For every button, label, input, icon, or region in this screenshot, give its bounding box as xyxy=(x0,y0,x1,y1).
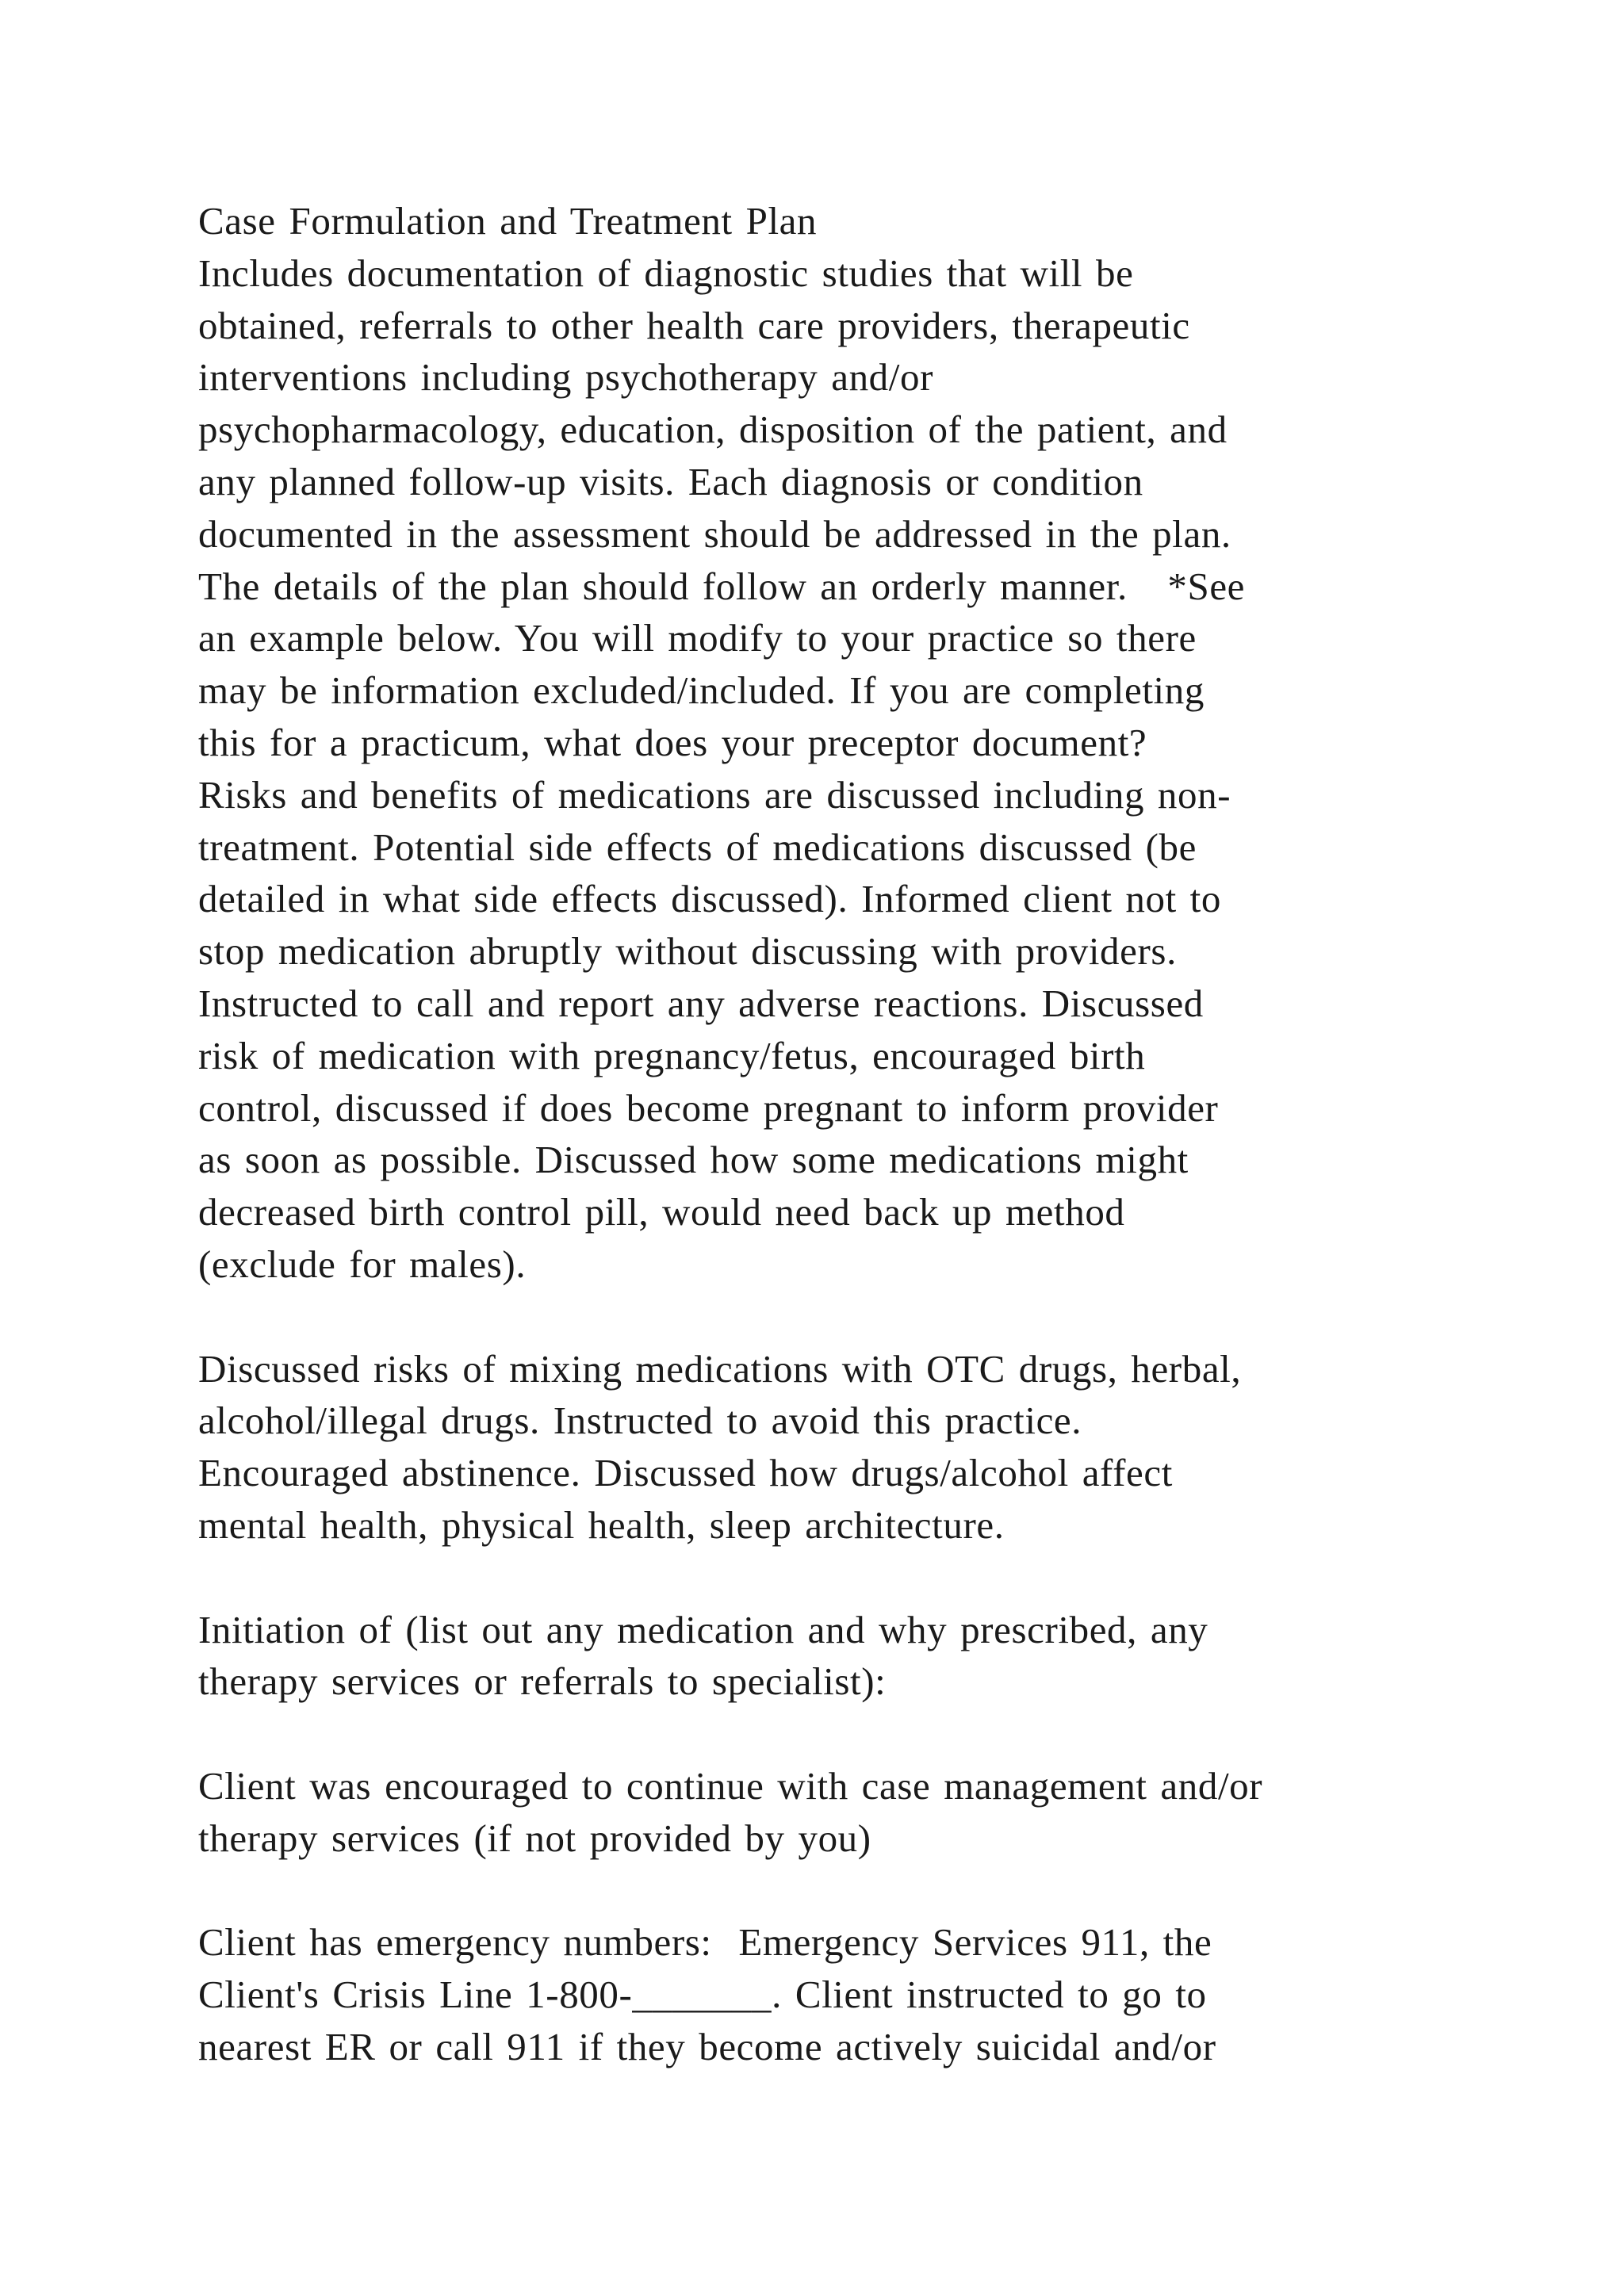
paragraph5-line: nearest ER or call 911 if they become actively suicidal and/or xyxy=(198,2024,1216,2068)
paragraph1-line: interventions including psychotherapy and/or xyxy=(198,355,934,400)
paragraph-gap xyxy=(198,1865,1499,1917)
paragraph1-line: stop medication abruptly without discussing with providers. xyxy=(198,929,1177,974)
paragraph1-line: Includes documentation of diagnostic studies that will be xyxy=(198,251,1134,295)
paragraph5-line: Client has emergency numbers: Emergency Services 911, the xyxy=(198,1920,1212,1965)
document-body xyxy=(198,195,1499,2073)
paragraph2-line: mental health, physical health, sleep architecture. xyxy=(198,1502,1005,1547)
paragraph4-line: Client was encouraged to continue with case management and/or xyxy=(198,1763,1263,1808)
document-title: Case Formulation and Treatment Plan xyxy=(198,199,818,243)
paragraph1-line: obtained, referrals to other health care providers, therapeutic xyxy=(198,303,1190,347)
paragraph1-line: (exclude for males). xyxy=(198,1242,527,1286)
paragraph-gap xyxy=(198,1291,1499,1343)
paragraph1-line: treatment. Potential side effects of medications discussed (be xyxy=(198,825,1197,869)
paragraph4-line: therapy services (if not provided by you) xyxy=(198,1816,871,1860)
paragraph3-line: Initiation of (list out any medication and why prescribed, any xyxy=(198,1607,1208,1651)
paragraph-gap xyxy=(198,1708,1499,1760)
paragraph1-line: The details of the plan should follow an orderly manner. *See xyxy=(198,564,1246,608)
paragraph1-line: control, discussed if does become pregnant to inform provider xyxy=(198,1085,1219,1130)
paragraph1-line: this for a practicum, what does your preceptor document? xyxy=(198,720,1147,764)
paragraph1-line: as soon as possible. Discussed how some medications might xyxy=(198,1138,1189,1182)
paragraph1-line: psychopharmacology, education, disposition of the patient, and xyxy=(198,408,1228,452)
paragraph1-line: decreased birth control pill, would need back up method xyxy=(198,1190,1125,1234)
paragraph5-line: Client's Crisis Line 1-800-_______. Client instructed to go to xyxy=(198,1973,1207,2017)
paragraph3-line: therapy services or referrals to specialist): xyxy=(198,1659,887,1704)
paragraph2-line: alcohol/illegal drugs. Instructed to avoid this practice. xyxy=(198,1399,1082,1443)
paragraph2-line: Encouraged abstinence. Discussed how drugs/alcohol affect xyxy=(198,1451,1173,1495)
paragraph1-line: any planned follow-up visits. Each diagnosis or condition xyxy=(198,459,1143,503)
paragraph1-line: an example below. You will modify to your practice so there xyxy=(198,616,1197,660)
paragraph-gap xyxy=(198,1552,1499,1604)
paragraph1-line: risk of medication with pregnancy/fetus, encouraged birth xyxy=(198,1033,1146,1077)
paragraph2-line: Discussed risks of mixing medications with OTC drugs, herbal, xyxy=(198,1346,1242,1391)
paragraph1-line: may be information excluded/included. If you are completing xyxy=(198,668,1205,713)
paragraph1-line: Risks and benefits of medications are discussed including non- xyxy=(198,772,1231,817)
paragraph1-line: documented in the assessment should be addressed in the plan. xyxy=(198,511,1231,556)
paragraph1-line: Instructed to call and report any adverse reactions. Discussed xyxy=(198,981,1204,1025)
paragraph1-line: detailed in what side effects discussed). Informed client not to xyxy=(198,877,1221,921)
